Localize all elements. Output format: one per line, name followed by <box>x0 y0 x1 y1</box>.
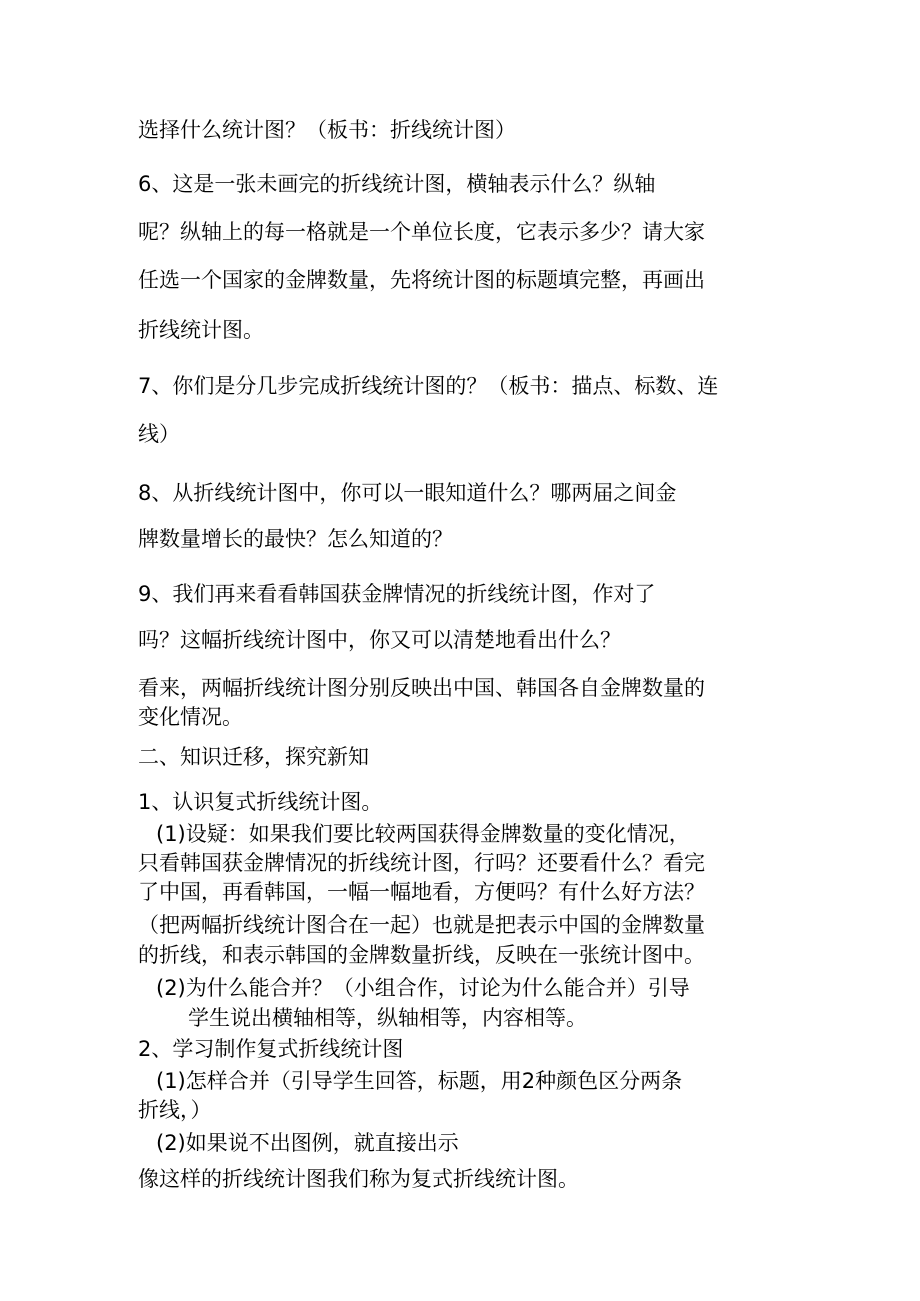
text-line-12: 看来，两幅折线统计图分别反映出中国、韩国各自金牌数量的 <box>138 676 705 700</box>
text-line-11: 吗？这幅折线统计图中，你又可以清楚地看出什么？ <box>138 628 621 652</box>
text-line-10: 9、我们再来看看韩国获金牌情况的折线统计图，作对了 <box>138 582 656 606</box>
text-line-24: (1)怎样合并（引导学生回答，标题，用2种颜色区分两条 <box>156 1069 683 1093</box>
text-line-22: 学生说出横轴相等，纵轴相等，内容相等。 <box>188 1006 587 1030</box>
text-line-26: (2)如果说不出图例，就直接出示 <box>156 1131 459 1155</box>
text-line-16: (1)设疑：如果我们要比较两国获得金牌数量的变化情况， <box>156 822 690 846</box>
text-line-1: 选择什么统计图？（板书：折线统计图） <box>138 118 516 142</box>
text-line-27: 像这样的折线统计图我们称为复式折线统计图。 <box>138 1167 579 1191</box>
text-line-9: 牌数量增长的最快？怎么知道的？ <box>138 527 453 551</box>
text-line-21: (2)为什么能合并？（小组合作，讨论为什么能合并）引导 <box>156 976 690 1000</box>
text-line-5: 折线统计图。 <box>138 318 264 342</box>
text-line-3: 呢？纵轴上的每一格就是一个单位长度，它表示多少？请大家 <box>138 220 705 244</box>
text-line-15: 1、认识复式折线统计图。 <box>138 790 383 814</box>
text-line-23: 2、学习制作复式折线统计图 <box>138 1037 404 1061</box>
text-line-20: 的折线，和表示韩国的金牌数量折线，反映在一张统计图中。 <box>138 943 705 967</box>
text-line-7: 线） <box>138 422 180 446</box>
text-line-4: 任选一个国家的金牌数量，先将统计图的标题填完整，再画出 <box>138 268 705 292</box>
text-line-13: 变化情况。 <box>138 705 243 729</box>
text-line-17: 只看韩国获金牌情况的折线统计图，行吗？还要看什么？看完 <box>138 851 705 875</box>
text-line-6: 7、你们是分几步完成折线统计图的？（板书：描点、标数、连 <box>138 374 719 398</box>
text-line-8: 8、从折线统计图中，你可以一眼知道什么？哪两届之间金 <box>138 481 677 505</box>
text-line-18: 了中国，再看韩国，一幅一幅地看，方便吗？有什么好方法？ <box>138 880 705 904</box>
section-heading: 二、知识迁移，探究新知 <box>138 745 369 769</box>
text-line-2: 6、这是一张未画完的折线统计图，横轴表示什么？纵轴 <box>138 172 656 196</box>
text-line-19: （把两幅折线统计图合在一起）也就是把表示中国的金牌数量 <box>138 913 705 937</box>
text-line-25: 折线，） <box>138 1098 212 1122</box>
